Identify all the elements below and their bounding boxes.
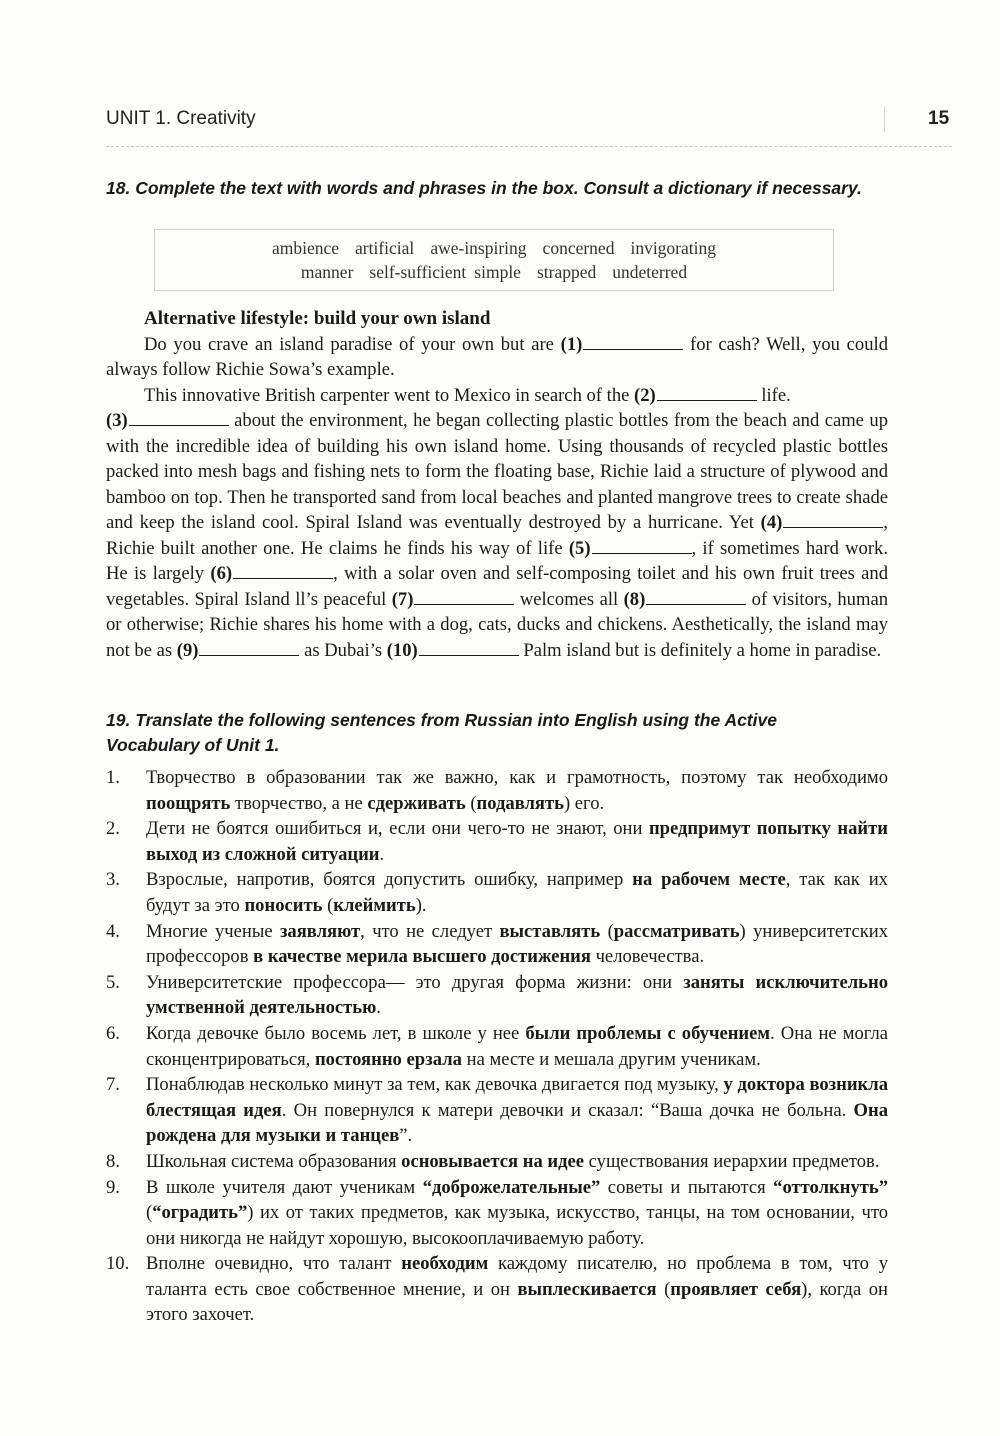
sentence-text: (: [146, 1202, 153, 1224]
word-box-item: simple: [474, 262, 521, 282]
gap-6: (6): [210, 563, 233, 584]
vocab-term: клеймить: [333, 894, 416, 916]
vocab-term: необходим: [401, 1253, 489, 1275]
vocab-term: выставлять: [499, 920, 601, 942]
vocab-term: заявляют: [279, 920, 361, 942]
translation-item: [106, 1175, 888, 1252]
sentence-text: (: [322, 894, 334, 916]
item-number: 2.: [106, 818, 120, 840]
translation-item: [106, 867, 888, 918]
sentence-text: Понаблюдав несколько минут за тем, как девочка двигается под музыку,: [146, 1074, 724, 1096]
gap-line[interactable]: [419, 641, 519, 656]
sentence-text: Взрослые, напротив, боятся допустить ошибку, например: [146, 869, 633, 891]
story-title: Alternative lifestyle: build your own island: [144, 308, 491, 329]
vocab-term: на рабочем месте: [632, 869, 786, 891]
item-number: 3.: [106, 869, 120, 891]
gap-7: (7): [391, 588, 414, 610]
sentence-text: творчество, а не: [230, 792, 368, 814]
sentence-text: Вполне очевидно, что талант: [146, 1253, 402, 1275]
gap-line[interactable]: [129, 411, 229, 426]
gap-line[interactable]: [199, 641, 299, 656]
item-number: 8.: [106, 1150, 120, 1172]
gap-4: (4): [760, 512, 783, 533]
gap-line[interactable]: [233, 564, 333, 579]
gap-3: (3): [106, 410, 128, 431]
gap-line[interactable]: [657, 386, 757, 401]
sentence-text: Когда девочке было восемь лет, в школе у нее: [146, 1022, 526, 1044]
word-box-item: concerned: [542, 238, 615, 258]
sentence-text: (: [656, 1278, 671, 1300]
vocab-term: постоянно ерзала: [314, 1048, 462, 1070]
vocab-term: поощрять: [146, 792, 231, 814]
vocab-term: “оградить”: [152, 1202, 248, 1224]
item-number: 1.: [106, 767, 120, 788]
sentence-text: . Она не могла сконцентрироваться,: [146, 1022, 888, 1070]
item-number: 7.: [106, 1074, 120, 1096]
gap-1: (1): [560, 333, 583, 355]
sentence-text: (: [465, 792, 477, 814]
sentence-text: на месте и мешала другим ученикам.: [461, 1048, 761, 1070]
gap-line[interactable]: [783, 513, 883, 528]
sentence-text: ).: [415, 894, 427, 916]
sentence-text: каждому писателю, но проблема в том, что у таланта есть свое собственное мнение, и он: [146, 1253, 888, 1300]
story-paragraph: This innovative British carpenter went to Mexico in search of the (2) life.: [144, 384, 791, 406]
translation-item: [106, 1251, 888, 1328]
word-box-item: artificial: [355, 238, 415, 258]
sentence-text: В школе учителя дают ученикам: [146, 1176, 423, 1198]
vocab-term: заняты исключительно умственной деятельностью: [146, 971, 888, 1019]
sentence-text: , так как их будут за это: [146, 869, 888, 916]
translation-item: [106, 970, 888, 1021]
item-number: 9.: [106, 1176, 120, 1198]
header-rule: [106, 146, 952, 147]
gap-line[interactable]: [414, 590, 514, 605]
sentence-text: . Он повернулся к матери девочки и сказал: “Ваша дочка не больна.: [281, 1099, 854, 1121]
vocab-term: поносить: [244, 894, 323, 916]
vocab-term: “оттолкнуть”: [773, 1176, 889, 1198]
sentence-text: Университетские профессора— это другая форма жизни: они: [146, 971, 684, 993]
vocab-term: в качестве мерила высшего достижения: [253, 946, 591, 968]
sentence-text: человечества.: [590, 946, 705, 968]
sentence-text: ), когда он этого захочет.: [146, 1278, 888, 1326]
translation-item: [106, 1021, 888, 1072]
sentence-text: ) его.: [563, 792, 605, 814]
translation-item: [106, 765, 888, 816]
item-number: 10.: [106, 1253, 130, 1275]
gap-line[interactable]: [592, 539, 692, 554]
header-divider: [884, 106, 885, 132]
gap-5: (5): [568, 537, 591, 559]
sentence-text: Многие ученые: [146, 920, 280, 942]
gap-9: (9): [176, 639, 199, 661]
word-box-item: manner: [300, 262, 354, 282]
gap-line[interactable]: [583, 335, 683, 350]
task-19-heading: 19. Translate the following sentences from Russian into English using the Active Vocabulary of Unit 1.: [106, 710, 777, 755]
sentence-text: ”.: [399, 1125, 413, 1147]
sentence-text: Школьная система образования: [146, 1150, 402, 1172]
vocab-term: предпримут попытку найти выход из сложной ситуации: [146, 818, 888, 865]
vocab-term: сдерживать: [367, 792, 466, 814]
sentence-text: .: [379, 843, 385, 865]
gap-10: (10): [386, 639, 418, 661]
vocab-term: основывается на идее: [401, 1150, 585, 1172]
translation-item: [106, 919, 888, 970]
translation-item: [106, 1149, 888, 1175]
vocab-term: “доброжелательные”: [422, 1176, 601, 1198]
sentence-text: Дети не боятся ошибиться и, если они чего-то не знают, они: [146, 818, 649, 840]
gap-2: (2): [634, 384, 656, 406]
story-paragraph: Do you crave an island paradise of your own but are (1) for cash? Well, you could always follow Richie Sowa’s example.: [106, 333, 888, 380]
sentence-text: (: [600, 920, 614, 942]
page-number: 15: [928, 108, 950, 129]
translation-list: [106, 765, 888, 1328]
word-box-item: strapped: [536, 262, 597, 282]
gap-line[interactable]: [646, 590, 746, 605]
sentence-text: ) университетских профессоров: [146, 920, 888, 968]
word-box-item: undeterred: [612, 262, 688, 282]
item-number: 6.: [106, 1022, 120, 1044]
item-number: 5.: [106, 971, 120, 993]
vocab-term: Она рождена для музыки и танцев: [146, 1099, 888, 1147]
sentence-text: .: [376, 997, 381, 1019]
sentence-text: , что не следует: [360, 920, 500, 942]
unit-title: UNIT 1. Creativity: [106, 108, 256, 129]
word-box-item: invigorating: [630, 238, 716, 258]
translation-item: [106, 1072, 888, 1149]
word-box-item: awe-inspiring: [430, 238, 527, 258]
vocab-term: были проблемы с обучением: [525, 1022, 771, 1044]
sentence-text: ) их от таких предметов, как музыка, искусство, танцы, на том основании, что они никогда не найдут хорошую, высокооплачиваемую работу.: [146, 1202, 888, 1249]
sentence-text: советы и пытаются: [600, 1176, 774, 1198]
story-paragraph: (3) about the environment, he began collecting plastic bottles from the beach and came up with the incredible idea of building his own island home. Using thousands of recycled plastic bottles packed into mesh bags and fishing nets to form the floating base, Richie laid a structure of plywood and bamboo on top. Then he transported sand from local beaches and planted mangrove trees to create shade and keep the island cool. Spiral Island was eventually destroyed by a hurricane. Yet (4) , Richie built another one. He claims he finds his way of life (5) , if sometimes hard work. He is largely (6) , with a solar oven and self-composing toilet and his own fruit trees and vegetables. Spiral Island ll’s peaceful (7) welcomes all (8) of visitors, human or otherwise; Richie shares his home with a dog, cats, ducks and chickens. Aesthetically, the island may not be as (9) as Dubai’s (10) Palm island but is definitely a home in paradise.: [106, 410, 888, 661]
sentence-text: существования иерархии предметов.: [584, 1150, 880, 1172]
vocab-term: выплескивается: [517, 1278, 657, 1300]
word-box-item: ambience: [271, 238, 340, 258]
vocab-term: рассматривать: [613, 920, 740, 942]
item-number: 4.: [106, 920, 120, 942]
word-box-item: self-sufficient: [369, 262, 467, 282]
sentence-text: Творчество в образовании так же важно, как и грамотность, поэтому так необходимо: [146, 767, 888, 788]
word-box: [154, 229, 834, 291]
task-18-heading: 18. Complete the text with words and phrases in the box. Consult a dictionary if necessary.: [106, 178, 862, 198]
vocab-term: у доктора возникла блестящая идея: [146, 1074, 889, 1121]
gap-8: (8): [623, 588, 646, 610]
translation-item: [106, 816, 888, 867]
vocab-term: проявляет себя: [670, 1278, 802, 1300]
story-text: [106, 306, 888, 663]
vocab-term: подавлять: [476, 792, 564, 814]
